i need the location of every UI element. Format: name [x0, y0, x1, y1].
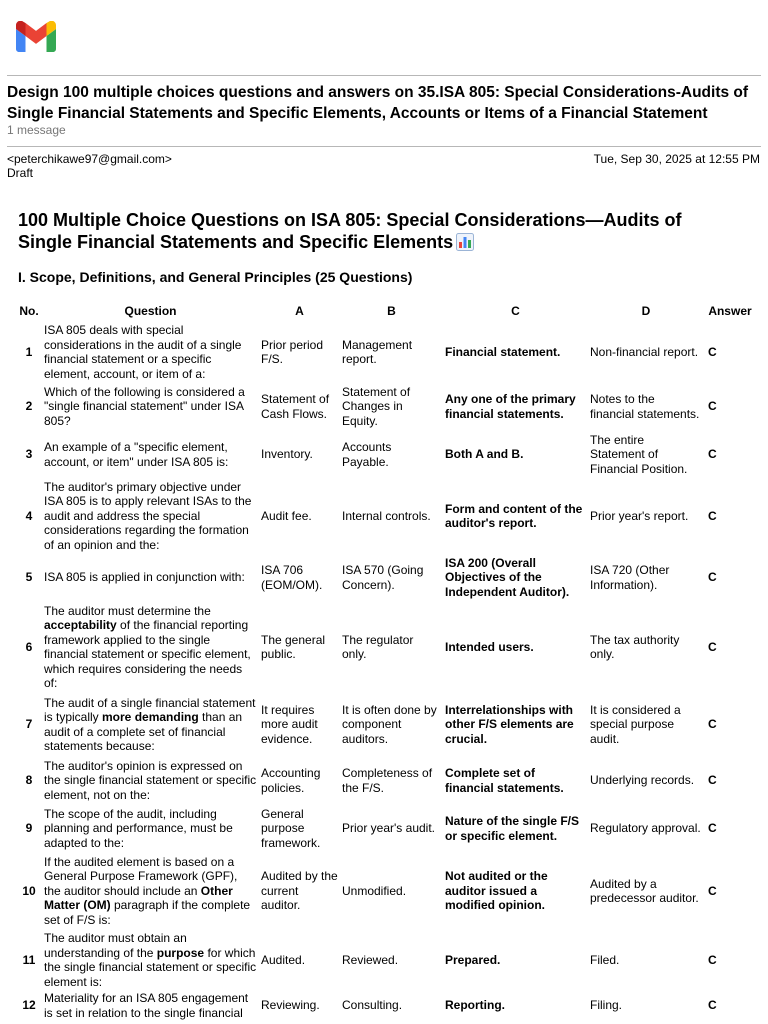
option-c: Prepared.	[445, 952, 501, 967]
table-body	[16, 322, 756, 1021]
option-c: ISA 200 (Overall Objectives of the Independent Auditor).	[445, 555, 570, 599]
table-row	[16, 554, 756, 601]
option-d: Regulatory approval.	[590, 821, 701, 836]
bar-chart-icon	[456, 233, 474, 251]
option-c: Any one of the primary financial statements.	[445, 392, 576, 421]
table-row	[16, 756, 756, 805]
option-b: Management report.	[342, 337, 413, 366]
option-a: ISA 706 (EOM/OM).	[261, 563, 323, 592]
option-c: Reporting.	[445, 998, 505, 1013]
answer: C	[708, 344, 717, 359]
table-row	[16, 478, 756, 554]
answer: C	[708, 998, 717, 1013]
question-segment: Which of the following is considered a "single financial statement" under ISA 805?	[44, 384, 245, 428]
option-d: It is considered a special purpose audit.	[590, 702, 681, 746]
question-text	[42, 930, 259, 990]
question-number: 5	[25, 570, 33, 585]
table-row	[16, 930, 756, 990]
question-number: 12	[22, 998, 36, 1013]
question-text	[42, 756, 259, 805]
question-segment: of the financial reporting framework applied to the single financial statement or specific element, which requires considering the needs of:	[44, 618, 251, 690]
option-b: Completeness of the F/S.	[342, 766, 433, 795]
option-a: It requires more audit evidence.	[261, 702, 318, 746]
header-d: D	[641, 304, 651, 318]
option-a: General purpose framework.	[261, 806, 321, 850]
option-a: Statement of Cash Flows.	[261, 392, 330, 421]
message-date: Tue, Sep 30, 2025 at 12:55 PM	[593, 152, 760, 166]
option-d: Filed.	[590, 952, 620, 967]
question-segment: for which the single financial statement or specific element is:	[44, 945, 257, 989]
option-b: Unmodified.	[342, 883, 407, 898]
gmail-logo-icon	[16, 21, 56, 52]
option-b: ISA 570 (Going Concern).	[342, 563, 424, 592]
table-row	[16, 322, 756, 382]
question-emphasis: more demanding	[102, 710, 199, 724]
header-answer: Answer	[708, 304, 752, 318]
subject-divider	[7, 146, 761, 147]
question-number: 11	[22, 952, 36, 967]
answer: C	[708, 447, 717, 462]
question-emphasis: acceptability	[44, 618, 117, 632]
option-c: Interrelationships with other F/S elements are crucial.	[445, 702, 574, 746]
question-text	[42, 990, 259, 1021]
question-emphasis: Other Matter (OM)	[44, 883, 233, 913]
questions-table	[16, 300, 756, 1021]
question-text	[42, 322, 259, 382]
question-text	[42, 805, 259, 852]
option-d: Prior year's report.	[590, 508, 689, 523]
question-number: 9	[25, 821, 33, 836]
option-d: Underlying records.	[590, 773, 695, 788]
option-a: The general public.	[261, 632, 326, 661]
option-d: Notes to the financial statements.	[590, 392, 700, 421]
question-segment: The audit of a single financial statement is typically	[44, 695, 256, 724]
question-number: 7	[25, 717, 33, 732]
question-number: 6	[25, 639, 33, 654]
option-c: Complete set of financial statements.	[445, 766, 564, 795]
option-c: Not audited or the auditor issued a modified opinion.	[445, 869, 548, 913]
question-segment: than an audit of a complete set of financial statements because:	[44, 710, 243, 753]
sender-address: <peterchikawe97@gmail.com>	[7, 152, 172, 166]
answer: C	[708, 717, 717, 732]
header-question: Question	[124, 304, 177, 318]
question-segment: The auditor's opinion is expressed on the single financial statement or specific element, not on the:	[44, 758, 257, 802]
document-title-text: 100 Multiple Choice Questions on ISA 805: Special Considerations—Audits of Single Financial Statements and Specific Elements	[18, 210, 682, 252]
table-row	[16, 693, 756, 756]
option-b: Prior year's audit.	[342, 821, 435, 836]
option-c: Form and content of the auditor's report.	[445, 501, 583, 530]
option-d: Audited by a predecessor auditor.	[590, 876, 699, 905]
table-row	[16, 852, 756, 930]
header-a: A	[295, 304, 304, 318]
question-number: 4	[25, 508, 33, 523]
option-c: Intended users.	[445, 639, 534, 654]
option-c: Both A and B.	[445, 447, 524, 462]
answer: C	[708, 399, 717, 414]
header-b: B	[387, 304, 396, 318]
question-text	[42, 554, 259, 601]
option-b: Accounts Payable.	[342, 440, 392, 469]
option-d: ISA 720 (Other Information).	[590, 563, 670, 592]
question-emphasis: purpose	[156, 945, 205, 960]
option-a: Accounting policies.	[261, 766, 321, 795]
answer: C	[708, 821, 717, 836]
answer: C	[708, 570, 717, 585]
question-number: 2	[25, 399, 33, 414]
table-row	[16, 990, 756, 1021]
option-c: Nature of the single F/S or specific element.	[445, 814, 580, 843]
table-row	[16, 382, 756, 431]
email-subject: Design 100 multiple choices questions and answers on 35.ISA 805: Special Considerations-Audits of Single Financial Statements and Specific Elements, Accounts or Items of a Financial Statement	[7, 84, 749, 122]
answer: C	[708, 773, 717, 788]
question-segment: The scope of the audit, including planning and performance, must be adapted to the:	[44, 806, 233, 850]
table-row	[16, 601, 756, 693]
question-number: 8	[25, 773, 33, 788]
header-divider	[7, 75, 761, 76]
option-a: Inventory.	[261, 447, 313, 462]
question-segment: The auditor must obtain an understanding of the	[44, 931, 187, 960]
question-segment: An example of a "specific element, account, or item" under ISA 805 is:	[44, 440, 229, 469]
option-c: Financial statement.	[445, 344, 561, 359]
option-b: The regulator only.	[342, 632, 414, 661]
answer: C	[708, 952, 717, 967]
question-text	[42, 852, 259, 930]
question-segment: The auditor must determine the	[44, 603, 211, 618]
option-a: Audited.	[261, 952, 306, 967]
question-number: 1	[25, 344, 33, 359]
question-text	[42, 601, 259, 693]
question-segment: If the audited element is based on a General Purpose Framework (GPF), the auditor should include an	[44, 854, 238, 898]
option-b: It is often done by component auditors.	[342, 702, 437, 746]
header-no: No.	[19, 304, 39, 318]
question-segment: ISA 805 deals with special considerations in the audit of a single financial statement or a specific element, account, or item of a:	[44, 323, 242, 381]
option-a: Reviewing.	[261, 998, 320, 1013]
question-segment: The auditor's primary objective under ISA 805 is to apply relevant ISAs to the audit and address the special considerations regarding the formation of an opinion and the:	[44, 479, 252, 552]
question-text	[42, 478, 259, 554]
answer: C	[708, 508, 717, 523]
question-text	[42, 431, 259, 478]
draft-label: Draft	[7, 166, 34, 180]
option-d: The tax authority only.	[590, 632, 680, 661]
header-c: C	[511, 304, 520, 318]
table-row	[16, 431, 756, 478]
section-heading: I. Scope, Definitions, and General Principles (25 Questions)	[18, 269, 413, 285]
question-number: 3	[25, 447, 33, 462]
table-row	[16, 805, 756, 852]
option-b: Reviewed.	[342, 952, 399, 967]
option-b: Consulting.	[342, 998, 403, 1013]
answer: C	[708, 639, 717, 654]
option-a: Audited by the current auditor.	[261, 869, 338, 913]
option-d: Filing.	[590, 998, 623, 1013]
option-a: Prior period F/S.	[261, 337, 324, 366]
answer: C	[708, 883, 717, 898]
question-segment: ISA 805 is applied in conjunction with:	[44, 570, 245, 585]
question-segment: Materiality for an ISA 805 engagement is set in relation to the single financial	[44, 991, 249, 1020]
question-text	[42, 382, 259, 431]
option-d: Non-financial report.	[590, 344, 699, 359]
option-b: Internal controls.	[342, 508, 431, 523]
document-title	[18, 209, 718, 253]
message-count: 1 message	[7, 123, 66, 137]
table-header-row	[16, 300, 756, 322]
option-a: Audit fee.	[261, 508, 312, 523]
option-d: The entire Statement of Financial Position.	[590, 432, 688, 476]
question-segment: paragraph if the complete set of F/S is:	[44, 898, 251, 927]
question-text	[42, 693, 259, 756]
option-b: Statement of Changes in Equity.	[342, 384, 411, 428]
question-number: 10	[22, 883, 36, 898]
